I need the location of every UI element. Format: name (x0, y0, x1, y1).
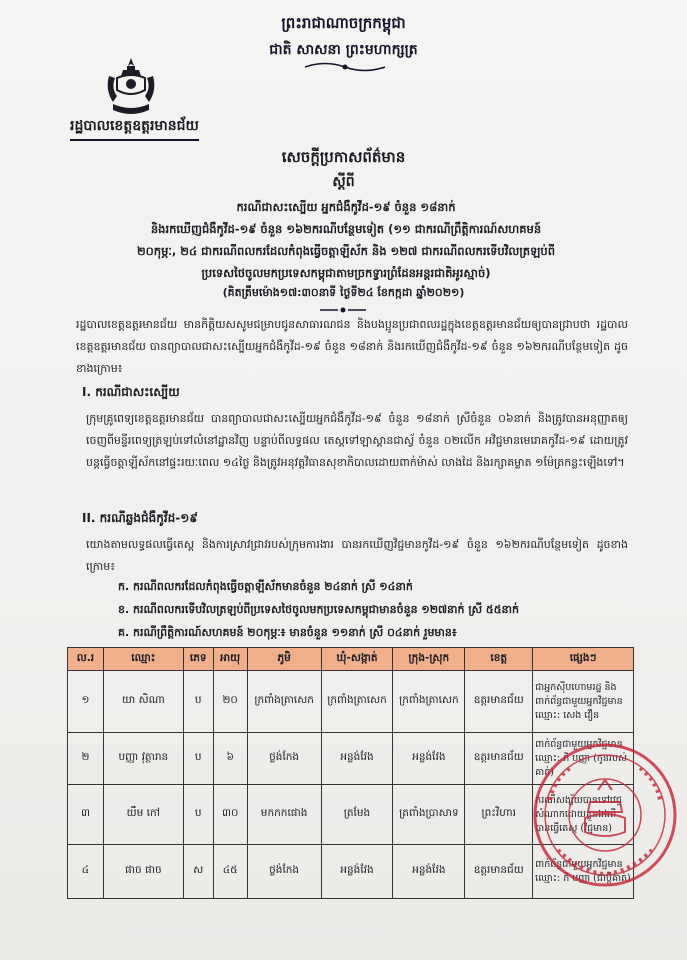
table-cell: ព្រះវិហារ (465, 785, 533, 845)
table-cell: ប (183, 733, 213, 785)
column-header: ឃុំ-សង្កាត់ (321, 648, 393, 671)
issuing-office: រដ្ឋបាលខេត្តឧត្តរមានជ័យ (70, 116, 199, 141)
report-date: (គិតត្រឹមម៉ោង១៧:៣០នាទី ថ្ងៃទី២៤ ខែកក្កដា ឆ្នាំ២០២១) (222, 286, 465, 299)
table-cell: មកកកផោង (247, 785, 321, 845)
table-cell: ឧត្តរមានជ័យ (465, 733, 533, 785)
table-cell: ក្រពាំងត្រាសេក (393, 671, 465, 733)
table-cell: ពាក់ព័ន្ធជាមួយអ្នកវិជ្ជមានឈ្មោះ: ភិ បញ្ញា (ជាប្តីគាត់) (533, 845, 634, 899)
table-cell: ៤៥ (213, 845, 247, 899)
table-cell: ផាច ផាច (103, 845, 183, 899)
column-header: អាយុ (213, 648, 247, 671)
table-cell: ករណីសង្ស័យបានទៅវេជ្ជសំណាកដោយខ្លួនឯងពីបានធ្វើតេស្ត (វិជ្ជមាន) (533, 785, 634, 845)
subject-line: និងរកឃើញជំងឺកូវីដ-១៩ ចំនួន ១៦២ករណីបន្ថែមទៀត (១១ ជាករណីព្រឹត្តិការណ៍សហគមន៍ (150, 222, 542, 236)
table-cell: ៣០ (213, 785, 247, 845)
table-cell: ឧត្តរមានជ័យ (465, 671, 533, 733)
subject-line: ករណីជាសះស្បើយ អ្នកជំងឺកូវីដ-១៩ ចំនួន ១៨នាក់ (236, 200, 456, 214)
table-cell: បញ្ញា វុត្ថារាន (103, 733, 183, 785)
table-row (68, 671, 634, 733)
table-cell: ២ (68, 733, 104, 785)
motto-header: ជាតិ សាសនា ព្រះមហាក្សត្រ (269, 42, 418, 58)
section-recovered-heading: I. ករណីជាសះស្បើយ (82, 385, 180, 399)
list-item: ក. ករណីពលករដែលកំពុងធ្វើចត្តាឡីស័កមានចំនួន ២៤នាក់ ស្រី ១៤នាក់ (118, 580, 413, 593)
table-cell: ជាអ្នកស៊ីបហោមរដ្ឋ និងពាក់ព័ន្ធជាមួយអ្នកវិជ្ជមានឈ្មោះ: សេង វឿន (533, 671, 634, 733)
column-header: ឈ្មោះ (103, 648, 183, 671)
title-divider (318, 306, 368, 314)
table-cell: យា សិណា (103, 671, 183, 733)
column-header: ខេត្ត (465, 648, 533, 671)
table-cell: ថ្លង់កែង (247, 845, 321, 899)
official-seal-stamp (530, 740, 680, 890)
table-cell: ត្រមែង (321, 785, 393, 845)
header-ornament (300, 60, 390, 74)
kingdom-header: ព្រះរាជាណាចក្រកម្ពុជា (281, 14, 406, 32)
subject-line: ប្រទេសថៃចូលមកប្រទេសកម្ពុជាតាមច្រកទ្វារព្រំដែនអន្តរជាតិអូរស្មាច់) (201, 266, 491, 280)
table-cell: ២០ (213, 671, 247, 733)
document-subject (86, 196, 606, 284)
list-item: គ. ករណីព្រឹត្តិការណ៍សហគមន៍ ២០កុម្ភៈ៖ មានចំនួន ១១នាក់ ស្រី ០៤នាក់ រួមមាន៖ (118, 626, 457, 639)
table-cell: ប (183, 785, 213, 845)
table-cell: ក្រពាំងត្រាសេក (247, 671, 321, 733)
table-cell: ត្រពាំងប្រាសាទ (393, 785, 465, 845)
table-cell: អន្លង់វែង (393, 845, 465, 899)
table-cell: ៦ (213, 733, 247, 785)
royal-emblem-icon (103, 56, 159, 118)
table-cell: ១ (68, 671, 104, 733)
intro-paragraph: រដ្ឋបាលខេត្តឧត្តរមានជ័យ មានកិត្តិយសសូមជម្រាបជូនសាធារណជន និងបងប្អូនប្រជាពលរដ្ឋក្នុងខេត្តឧត្តរមានជ័យឲ្យបានជ្រាបថា រដ្ឋបាលខេត្តឧត្តរមានជ័យ បានព្យាបាលជាសះស្បើយអ្នកជំងឺកូវីដ-១៩ ចំនួន ១៨នាក់ និងរកឃើញជំងឺកូវីដ-១៩ ចំនួន ១៦២ករណីបន្ថែមទៀត ដូចខាងក្រោម៖ (76, 318, 628, 375)
table-cell: ថ្លង់កែង (247, 733, 321, 785)
table-cell: ក្រពាំងត្រាសេក (321, 671, 393, 733)
column-header: ល.រ (68, 648, 104, 671)
table-cell: អន្លង់វែង (393, 733, 465, 785)
table-cell: យឹម កៅ (103, 785, 183, 845)
table-cell: ស (183, 845, 213, 899)
table-cell: អន្លង់វែង (321, 845, 393, 899)
table-cell: ប (183, 671, 213, 733)
table-cell: ៣ (68, 785, 104, 845)
table-cell: ៤ (68, 845, 104, 899)
table-cell: អន្លង់វែង (321, 733, 393, 785)
table-cell: ពាក់ព័ន្ធជាមួយអ្នកវិជ្ជមានឈ្មោះ: ភិ បញ្ញា (កូនរបស់គាត់) (533, 733, 634, 785)
column-header: ភូមិ (247, 648, 321, 671)
column-header: ផ្សេងៗ (533, 648, 634, 671)
column-header: ក្រុង-ស្រុក (393, 648, 465, 671)
section-recovered-body: ក្រុមគ្រូពេទ្យខេត្តឧត្តរមានជ័យ បានព្យាបាលជាសះស្បើយអ្នកជំងឺកូវីដ-១៩ ចំនួន ១៨នាក់ ស្រីចំនួន ០៦នាក់ និងត្រូវបានអនុញ្ញាតឲ្យចេញពីមន្ទីរពេទ្យត្រឡប់ទៅលំនៅដ្ឋានវិញ បន្ទាប់ពីលទ្ធផល តេស្តទៅឡាស្តានជាស្វ័ ចំនួន ០២លើក អវិជ្ជមានមេរោគកូវីដ-១៩ ដោយត្រូវបន្តធ្វើចត្តាឡីស័កនៅផ្ទះរយៈពេល ១៤ថ្ងៃ និងត្រូវអនុវត្តវិធានសុខាភិបាលដោយពាក់ម៉ាស់ លាងដៃ និងរក្សាគម្លាត ១ម៉ែត្រកន្លះឡើងទៅ។ (86, 412, 628, 469)
column-header: ភេទ (183, 648, 213, 671)
section-infected-body: យោងតាមលទ្ធផលធ្វើតេស្ត និងការស្រាវជ្រាវរបស់ក្រុមការងារ បានរកឃើញវិជ្ជមានកូវីដ-១៩ ចំនួន ១៦២ករណីបន្ថែមទៀត ដូចខាងក្រោម៖ (86, 538, 628, 573)
subject-line: ២០កុម្ភៈ, ២៤ ជាករណីពលករដែលកំពុងធ្វើចត្តាឡីស័ក និង ១២៧ ជាករណីពលករទើបវិលត្រឡប់ពី (136, 244, 556, 258)
table-cell: ឧត្តរមានជ័យ (465, 845, 533, 899)
list-item: ខ. ករណីពលករទើបវិលត្រឡប់ពីប្រទេសថៃចូលមកប្រទេសកម្ពុជាមានចំនួន ១២៧នាក់ ស្រី ៥៥នាក់ (118, 603, 519, 616)
table-header-row (68, 648, 634, 671)
section-infected-heading: II. ករណីឆ្លងជំងឺកូវីដ-១៩ (82, 511, 198, 525)
document-title: សេចក្តីប្រកាសព័ត៌មាន (281, 148, 406, 166)
document-about: ស្តីពី (332, 174, 355, 190)
